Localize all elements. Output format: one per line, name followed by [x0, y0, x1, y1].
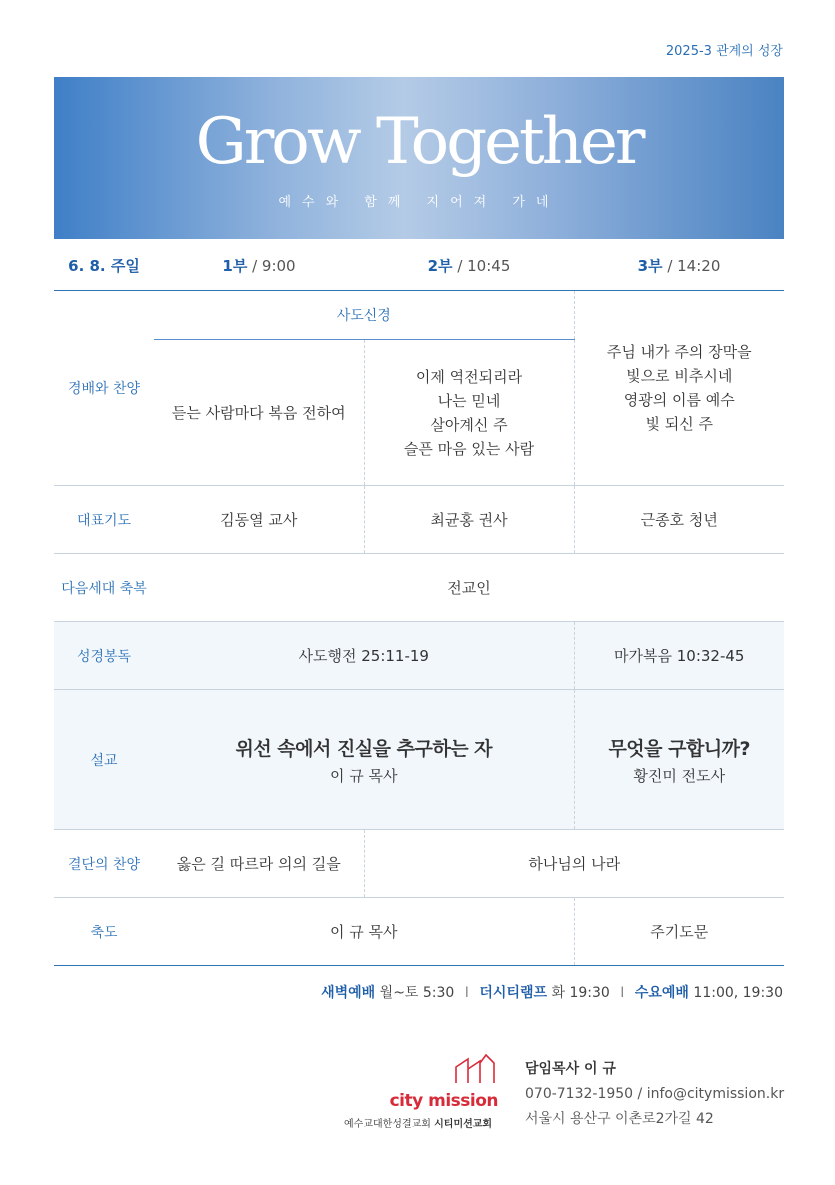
separator: I [620, 985, 625, 1001]
sermon-3-preacher: 황진미 전도사 [633, 766, 726, 785]
church-logo [344, 1053, 504, 1133]
apostles-creed: 사도신경 [154, 291, 574, 340]
next-generation-label: 다음세대 축복 [54, 554, 154, 622]
sermon-row [54, 690, 784, 830]
next-generation-row [54, 554, 784, 622]
scripture-label: 성경봉독 [54, 622, 154, 690]
scripture-1-2: 사도행전 25:11-19 [154, 622, 574, 690]
prayer-3: 근종호 청년 [574, 486, 784, 554]
scripture-3: 마가복음 10:32-45 [574, 622, 784, 690]
phone-email: 070-7132-1950 / info@citymission.kr [525, 1086, 785, 1102]
worship-songs-2: 이제 역전되리라 나는 믿네 살아계신 주 슬픈 마음 있는 사람 [364, 340, 574, 486]
sermon-1-2-preacher: 이 규 목사 [330, 766, 398, 785]
service-date: 6. 8. 주일 [54, 241, 154, 291]
sermon-1-2 [154, 690, 574, 830]
decision-2-3: 하나님의 나라 [364, 830, 784, 898]
building-icon [454, 1053, 500, 1085]
senior-pastor: 담임목사 이 규 [525, 1061, 616, 1077]
sermon-label: 설교 [54, 690, 154, 830]
other-services-line [321, 982, 783, 1002]
city-lamp-name: 더시티램프 [479, 985, 548, 1001]
benediction-label: 축도 [54, 898, 154, 966]
service-1-header: 1부 / 9:00 [154, 241, 364, 291]
prayer-label: 대표기도 [54, 486, 154, 554]
contact-info [525, 1057, 784, 1132]
city-lamp-time: 화 19:30 [551, 985, 610, 1001]
dawn-service-time: 월~토 5:30 [379, 985, 455, 1001]
worship-songs-1: 듣는 사람마다 복음 전하여 [154, 340, 364, 486]
logo-subtitle: 예수교대한성결교회 시티미션교회 [344, 1119, 493, 1130]
decision-row [54, 830, 784, 898]
sermon-3-title: 무엇을 구합니까? [608, 737, 751, 760]
decision-1: 옳은 길 따르라 의의 길을 [154, 830, 364, 898]
prayer-1: 김동열 교사 [154, 486, 364, 554]
separator: I [464, 985, 469, 1001]
address: 서울시 용산구 이촌로2가길 42 [525, 1111, 714, 1127]
decision-label: 결단의 찬양 [54, 830, 154, 898]
worship-label: 경배와 찬양 [54, 291, 154, 486]
schedule-header-row [54, 241, 784, 291]
scripture-row [54, 622, 784, 690]
service-2-header: 2부 / 10:45 [364, 241, 574, 291]
wednesday-service-name: 수요예배 [634, 985, 689, 1001]
service-3-header: 3부 / 14:20 [574, 241, 784, 291]
title-banner [54, 77, 784, 239]
sermon-1-2-title: 위선 속에서 진실을 추구하는 자 [235, 737, 493, 760]
wednesday-service-time: 11:00, 19:30 [693, 985, 783, 1001]
worship-schedule-table [54, 241, 784, 966]
dawn-service-name: 새벽예배 [321, 985, 376, 1001]
worship-row [54, 291, 784, 340]
prayer-2: 최균홍 권사 [364, 486, 574, 554]
benediction-3: 주기도문 [574, 898, 784, 966]
sermon-3 [574, 690, 784, 830]
benediction-1-2: 이 규 목사 [154, 898, 574, 966]
next-generation-value: 전교인 [154, 554, 784, 622]
prayer-row [54, 486, 784, 554]
issue-label: 2025-3 관계의 성장 [665, 44, 783, 59]
logo-brand: city mission [389, 1091, 498, 1111]
banner-subtitle: 예수와 함께 지어져 가네 [278, 195, 560, 210]
worship-songs-3: 주님 내가 주의 장막을 빛으로 비추시네 영광의 이름 예수 빛 되신 주 [574, 291, 784, 486]
benediction-row [54, 898, 784, 966]
banner-title: Grow Together [195, 105, 643, 179]
